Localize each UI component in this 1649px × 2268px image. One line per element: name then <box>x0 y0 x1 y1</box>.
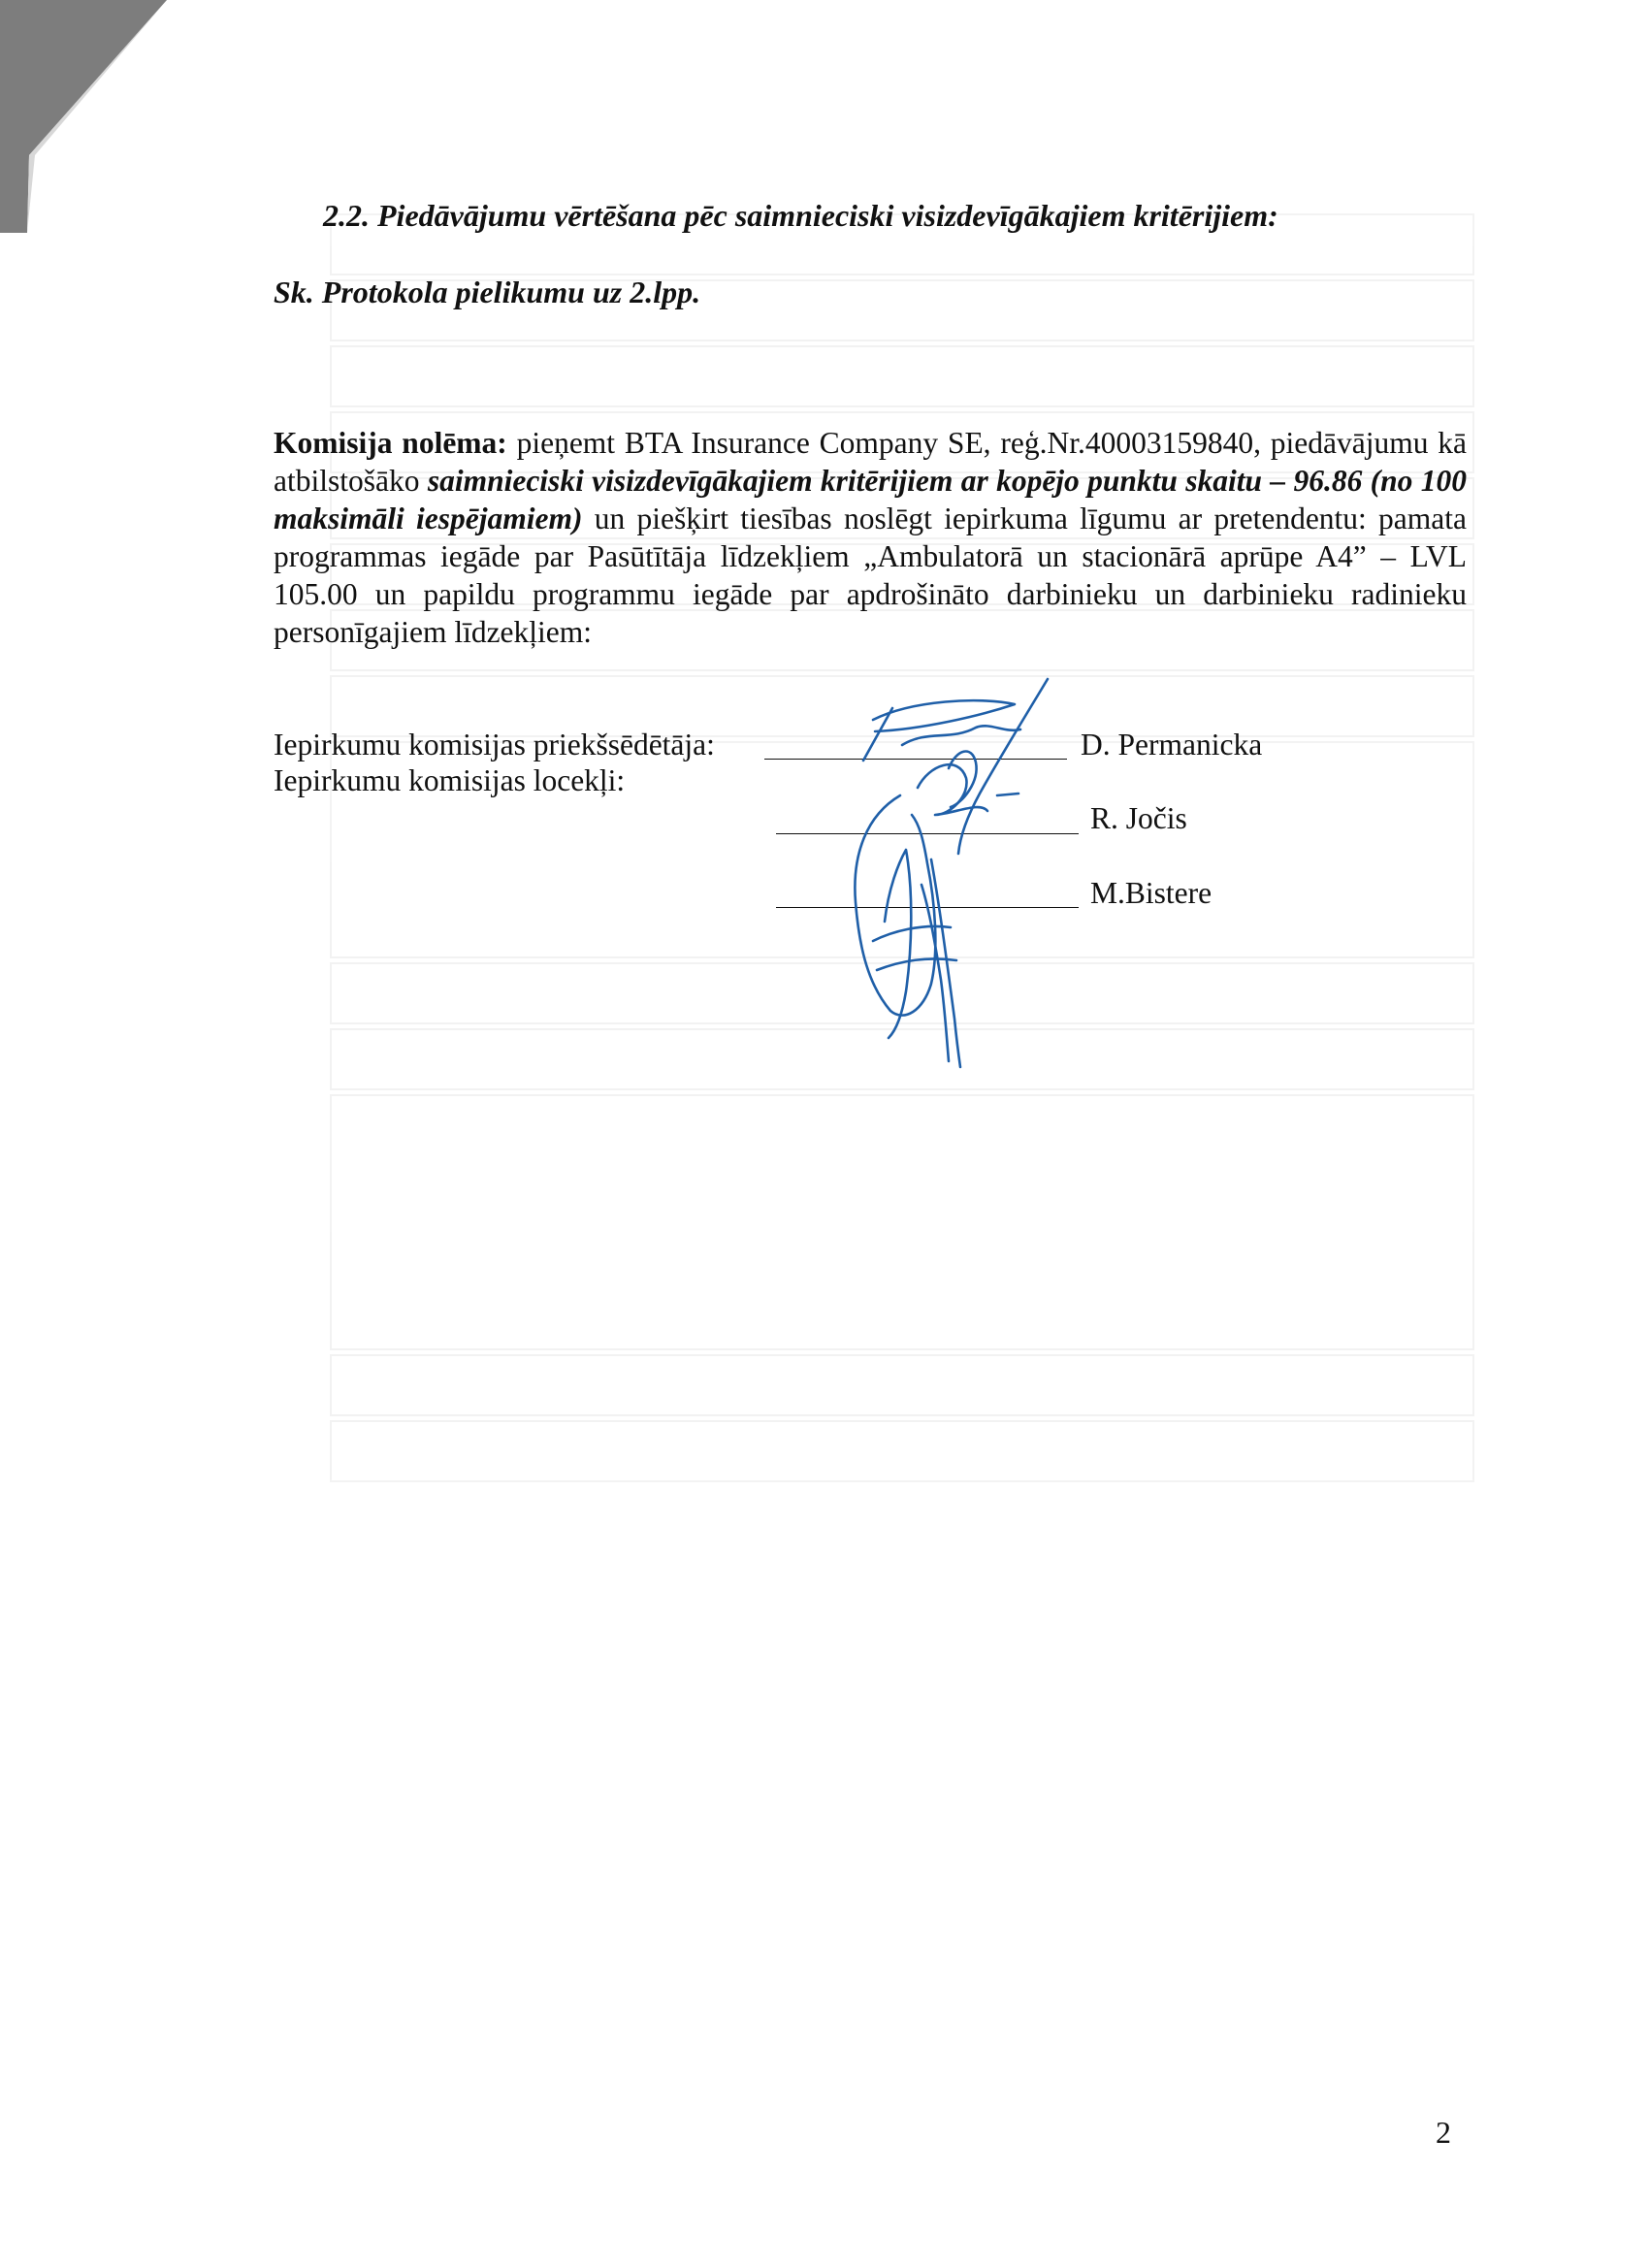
section-heading: 2.2. Piedāvājumu vērtēšana pēc saimnieciski visizdevīgākajiem kritērijiem: <box>323 198 1278 233</box>
decision-text-1: pieņemt BTA Insurance Company SE, reģ.Nr.40003159840, piedāvājumu kā atbilstošāko <box>274 426 1467 498</box>
chair-name: D. Permanicka <box>1081 728 1263 761</box>
chair-label: Iepirkumu komisijas priekšsēdētāja: <box>274 728 715 761</box>
decision-emphasis: saimnieciski visizdevīgākajiem kritērijiem ar kopējo punktu skaitu – 96.86 (no 100 maksimāli iespējamiem) <box>274 464 1467 535</box>
member-1-name: R. Jočis <box>1090 801 1187 835</box>
decision-lead: Komisija nolēma: <box>274 426 507 460</box>
members-label: Iepirkumu komisijas locekļi: <box>274 763 626 797</box>
annex-reference: Sk. Protokola pielikumu uz 2.lpp. <box>274 275 701 309</box>
decision-text-2: un piešķirt tiesības noslēgt iepirkuma līgumu ar pretendentu: pamata programmas iegāde par Pasūtītāja līdzekļiem „Ambulatorā un stacionārā aprūpe A4” – LVL 105.00 un papildu programmu iegāde par apdrošināto darbinieku un darbinieku radinieku personīgajiem līdzekļiem: <box>274 502 1467 649</box>
page-corner-shadow <box>0 0 175 233</box>
page-number: 2 <box>1436 2115 1451 2150</box>
commission-decision <box>274 424 1467 651</box>
handwritten-signatures <box>834 669 1086 1077</box>
member-2-name: M.Bistere <box>1090 876 1212 910</box>
